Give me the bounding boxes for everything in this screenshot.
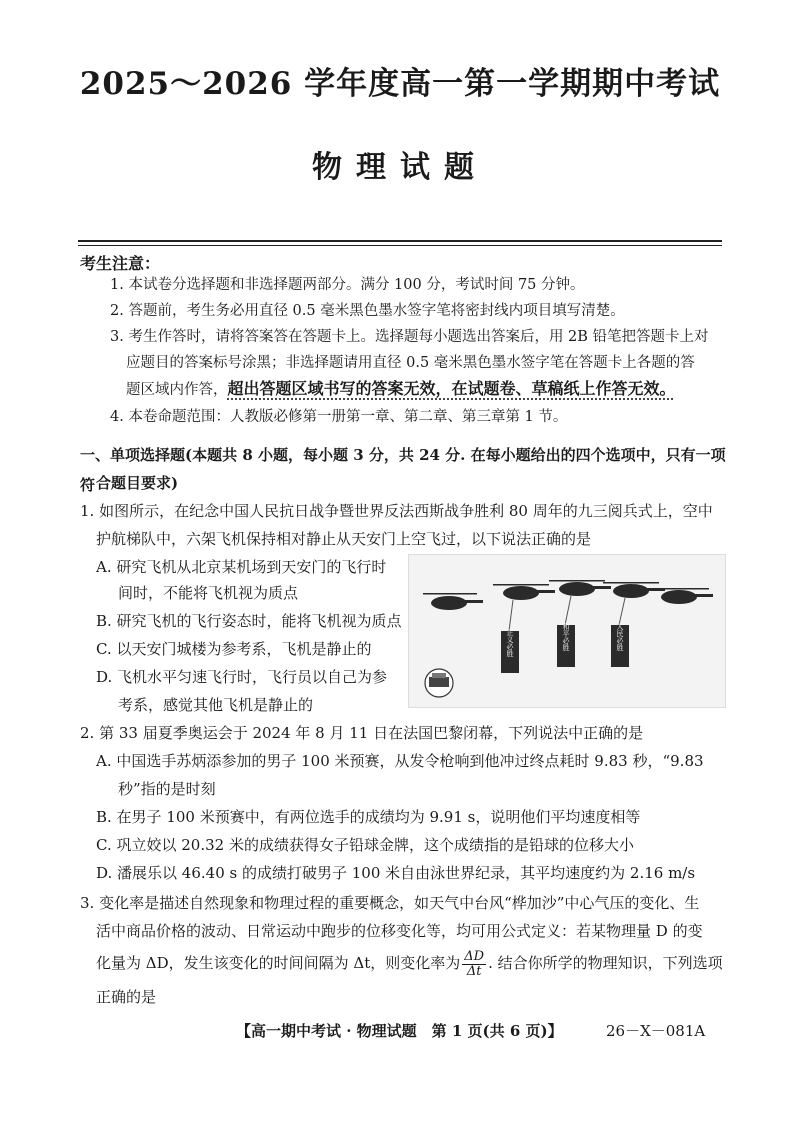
q2-option-b: B. 在男子 100 米预赛中，有两位选手的成绩均为 9.91 s，说明他们平均速度相等 (96, 808, 641, 826)
banner-3-text: 人民必胜 (616, 623, 624, 651)
q1-stem: 1. 如图所示，在纪念中国人民抗日战争暨世界反法西斯战争胜利 80 周年的九三阅兵式上，空中 (80, 502, 713, 520)
banner-1-text: 正义必胜 (506, 629, 514, 657)
broadcast-logo-icon (425, 669, 453, 697)
q2-option-a: A. 中国选手苏炳添参加的男子 100 米预赛，从发令枪响到他冲过终点耗时 9.83 秒，“9.83 (96, 752, 704, 770)
notice-item-2: 2. 答题前，考生务必用直径 0.5 毫米黑色墨水签字笔将密封线内项目填写清楚。 (110, 303, 625, 319)
notice-item-3-end (126, 376, 676, 403)
notice-title: 考生注意： (80, 254, 161, 273)
section-heading: 一、单项选择题(本题共 8 小题，每小题 3 分，共 24 分. 在每小题给出的四个选项中，只有一项符 (80, 446, 726, 494)
q2-option-c: C. 巩立姣以 20.32 米的成绩获得女子铅球金牌，这个成绩指的是铅球的位移大小 (96, 836, 634, 854)
helicopter-formation-illustration (409, 555, 725, 707)
q3-stem-part-b: . 结合你所学的物理知识，下列选项 (488, 954, 723, 972)
banner-2-text: 和平必胜 (562, 623, 570, 651)
q1-stem-cont: 护航梯队中，六架飞机保持相对静止从天安门上空飞过，以下说法正确的是 (96, 530, 592, 548)
exam-title: 2025～2026 学年度高一第一学期期中考试 (79, 66, 721, 102)
rate-fraction (462, 950, 486, 979)
q3-stem-cont-2 (96, 948, 723, 979)
helicopter-formation-photo (408, 554, 726, 708)
notice-item-4: 4. 本卷命题范围：人教版必修第一册第一章、第二章、第三章第 1 节。 (110, 409, 568, 425)
notice-item-3: 3. 考生作答时，请将答案答在答题卡上。选择题每小题选出答案后，用 2B 铅笔把答题卡上对 (110, 329, 709, 345)
divider-thin (78, 245, 722, 246)
notice-emphasis: 超出答题区域书写的答案无效，在试题卷、草稿纸上作答无效。 (227, 379, 676, 398)
q1-option-b: B. 研究飞机的飞行姿态时，能将飞机视为质点 (96, 612, 402, 630)
q2-option-d: D. 潘展乐以 46.40 s 的成绩打破男子 100 米自由泳世界纪录，其平均速度约为 2.16 m/s (96, 864, 696, 882)
q3-stem-cont-3: 正确的是 (96, 988, 157, 1006)
divider-thick (78, 240, 722, 242)
q3-stem-part-a: 化量为 ΔD，发生该变化的时间间隔为 Δt，则变化率为 (96, 954, 461, 972)
exam-subtitle: 物理试题 (312, 150, 488, 185)
section-heading-cont: 合题目要求) (96, 474, 179, 492)
fraction-numerator: ΔD (464, 948, 485, 964)
q3-stem-cont-1: 活中商品价格的波动、日常运动中跑步的位移变化等，均可用公式定义：若某物理量 D 的变 (96, 922, 703, 940)
paper-code: 26－X－081A (606, 1022, 706, 1040)
q3-stem: 3. 变化率是描述自然现象和物理过程的重要概念，如天气中台风“桦加沙”中心气压的变化、生 (80, 894, 700, 912)
q1-option-c: C. 以天安门城楼为参考系，飞机是静止的 (96, 640, 372, 658)
q1-option-d: D. 飞机水平匀速飞行时，飞行员以自己为参 (96, 668, 388, 686)
q2-stem: 2. 第 33 届夏季奥运会于 2024 年 8 月 11 日在法国巴黎闭幕，下列说法中正确的是 (80, 724, 644, 742)
fraction-denominator: Δt (466, 963, 482, 979)
q1-option-d-cont: 考系，感觉其他飞机是静止的 (118, 696, 314, 714)
notice-item-3-cont: 应题目的答案标号涂黑；非选择题请用直径 0.5 毫米黑色墨水签字笔在答题卡上各题的答 (126, 355, 695, 371)
q1-option-a: A. 研究飞机从北京某机场到天安门的飞行时 (96, 558, 387, 576)
notice-item-1: 1. 本试卷分选择题和非选择题两部分。满分 100 分，考试时间 75 分钟。 (110, 277, 585, 293)
notice-item-3-tail: 题区域内作答， (126, 382, 228, 398)
page-footer: 【高一期中考试 · 物理试题 第 1 页(共 6 页)】 (236, 1022, 563, 1040)
q2-option-a-cont: 秒”指的是时刻 (118, 780, 216, 798)
q1-option-a-cont: 间时，不能将飞机视为质点 (118, 584, 299, 602)
